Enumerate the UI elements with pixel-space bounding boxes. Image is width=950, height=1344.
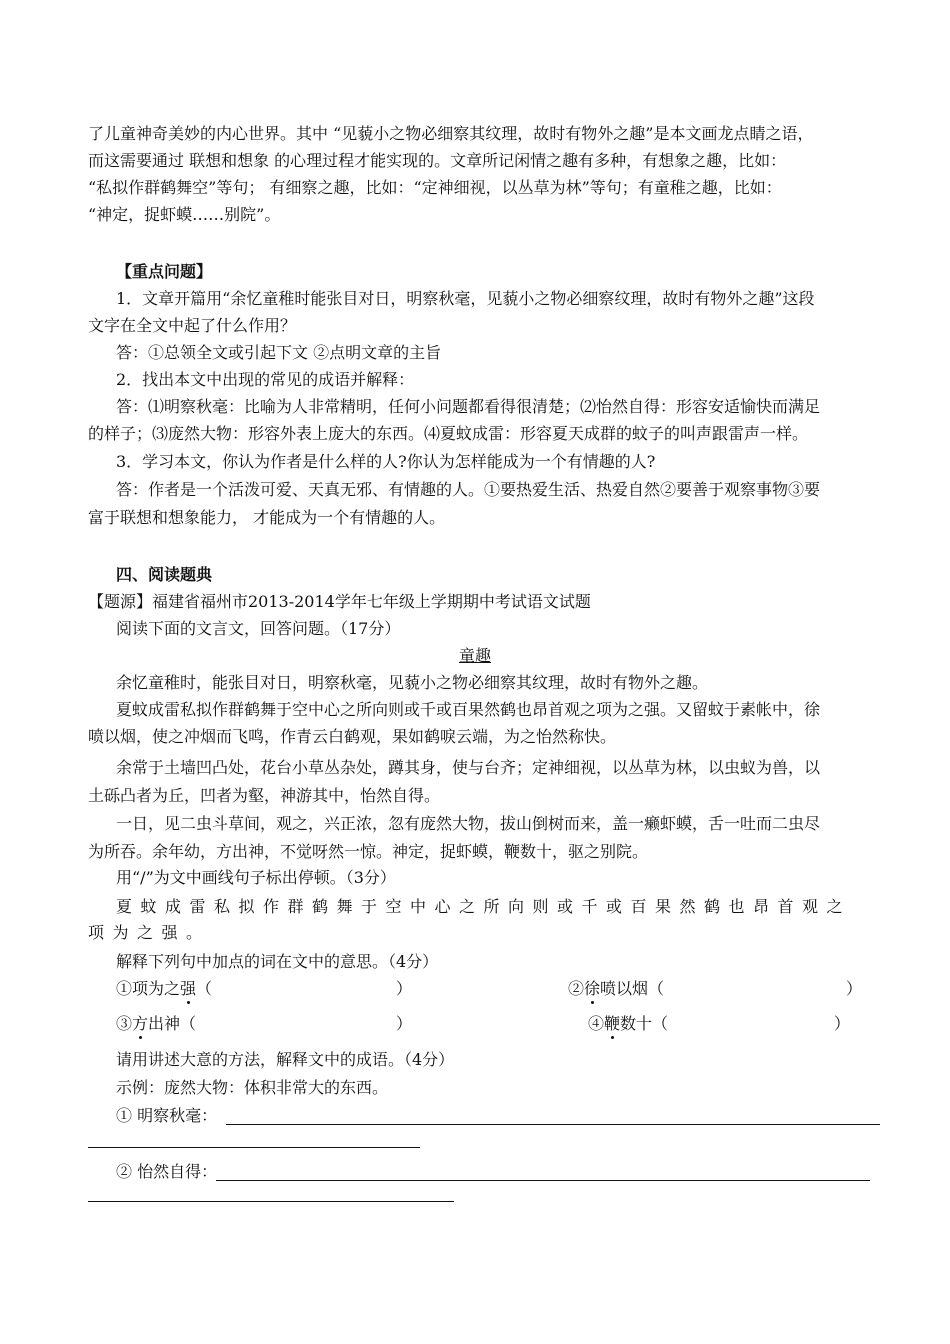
dotted-word: 强 — [180, 979, 197, 998]
question-2-item-1: ①项为之强（ — [116, 979, 213, 998]
question-2: 解释下列句中加点的词在文中的意思。（4分） — [116, 952, 439, 971]
dotted-word: 徐 — [584, 979, 601, 998]
question-2-item-4: ④鞭数十（ — [588, 1014, 669, 1033]
passage-title: 童趣 — [458, 646, 491, 665]
fill-in-2-answer-line-continued[interactable] — [88, 1201, 454, 1202]
passage-p2-line-2: 喷以烟，使之冲烟而飞鸣，作青云白鹤观，果如鹤唳云端，为之怡然称快。 — [88, 727, 617, 746]
key-a2-line-1: 答：⑴明察秋毫：比喻为人非常精明，任何小问题都看得很清楚；⑵怡然自得：形容安适愉快而满足 — [116, 397, 821, 416]
reading-instruction: 阅读下面的文言文，回答问题。（17分） — [116, 619, 401, 638]
question-2-item-3: ③方出神（ — [116, 1014, 197, 1033]
fill-in-1-answer-line-continued[interactable] — [88, 1147, 420, 1148]
question-2-item-4-close: ） — [834, 1014, 851, 1033]
key-a1: 答：①总领全文或引起下文 ②点明文章的主旨 — [116, 343, 442, 362]
passage-p3-line-2: 土砾凸者为丘，凹者为壑，神游其中，怡然自得。 — [88, 786, 441, 805]
fill-in-1-label: ① 明察秋毫： — [116, 1106, 218, 1125]
key-a3-line-2: 富于联想和想象能力， 才能成为一个有情趣的人。 — [88, 508, 446, 527]
intro-line-2: 而这需要通过 联想和想象 的心理过程才能实现的。文章所记闲情之趣有多种，有想象之趣，比如： — [88, 151, 787, 170]
fill-in-2-answer-line[interactable] — [216, 1180, 870, 1181]
question-1-sentence-line-1: 夏蚊成雷私拟作群鹤舞于空中心之所向则或千或百果然鹤也昂首观之 — [116, 897, 852, 916]
key-q2: 2．找出本文中出现的常见的成语并解释： — [116, 370, 415, 389]
question-1-sentence-line-2: 项为之强。 — [88, 923, 211, 942]
fill-in-1-answer-line[interactable] — [226, 1124, 880, 1125]
key-q1-line-2: 文字在全文中起了什么作用？ — [88, 316, 297, 335]
key-q1-line-1: 1．文章开篇用“余忆童稚时能张目对日，明察秋毫，见藐小之物必细察纹理，故时有物外之趣”这段 — [116, 289, 815, 308]
fill-in-2-label: ② 怡然自得： — [116, 1162, 218, 1181]
reading-source: 【题源】福建省福州市2013-2014学年七年级上学期期中考试语文试题 — [88, 592, 591, 611]
passage-p4-line-2: 为所吞。余年幼，方出神，不觉呀然一惊。神定，捉虾蟆，鞭数十，驱之别院。 — [88, 842, 649, 861]
intro-line-3: “私拟作群鹤舞空”等句； 有细察之趣，比如：“定神细视，以丛草为林”等句；有童稚之趣，比如： — [88, 178, 782, 197]
passage-p1: 余忆童稚时，能张目对日，明察秋毫，见藐小之物必细察其纹理，故时有物外之趣。 — [116, 673, 709, 692]
passage-p2-line-1: 夏蚊成雷私拟作群鹤舞于空中心之所向则或千或百果然鹤也昂首观之项为之强。又留蚊于素帐中，徐 — [116, 700, 821, 719]
intro-line-1: 了儿童神奇美妙的内心世界。其中 “见藐小之物必细察其纹理，故时有物外之趣”是本文画龙点睛之语， — [88, 124, 814, 143]
passage-p3-line-1: 余常于土墙凹凸处，花台小草丛杂处，蹲其身，使与台齐；定神细视，以丛草为林，以虫蚁为兽，以 — [116, 758, 821, 777]
question-1: 用“/”为文中画线句子标出停顿。（3分） — [116, 868, 396, 887]
question-3: 请用讲述大意的方法，解释文中的成语。（4分） — [116, 1050, 455, 1069]
reading-heading: 四、阅读题典 — [116, 565, 213, 584]
key-a2-line-2: 的样子；⑶庞然大物：形容外表上庞大的东西。⑷夏蚊成雷：形容夏天成群的蚊子的叫声跟雷声一样。 — [88, 424, 809, 443]
passage-p4-line-1: 一日，见二虫斗草间，观之，兴正浓，忽有庞然大物，拔山倒树而来，盖一癞虾蟆，舌一吐而二虫尽 — [116, 814, 821, 833]
question-2-item-2: ②徐喷以烟（ — [568, 979, 665, 998]
question-2-item-2-close: ） — [846, 979, 863, 998]
question-2-item-1-close: ） — [396, 979, 413, 998]
key-a3-line-1: 答：作者是一个活泼可爱、天真无邪、有情趣的人。①要热爱生活、热爱自然②要善于观察事物③要 — [116, 480, 821, 499]
question-3-example: 示例：庞然大物：体积非常大的东西。 — [116, 1078, 389, 1097]
key-q3: 3．学习本文，你认为作者是什么样的人?你认为怎样能成为一个有情趣的人? — [116, 452, 656, 471]
intro-line-4: “神定，捉虾蟆……别院”。 — [88, 205, 281, 224]
dotted-word: 鞭 — [604, 1014, 621, 1033]
question-2-item-3-close: ） — [396, 1014, 413, 1033]
key-questions-heading: 【重点问题】 — [116, 262, 213, 281]
dotted-word: 方 — [132, 1014, 149, 1033]
